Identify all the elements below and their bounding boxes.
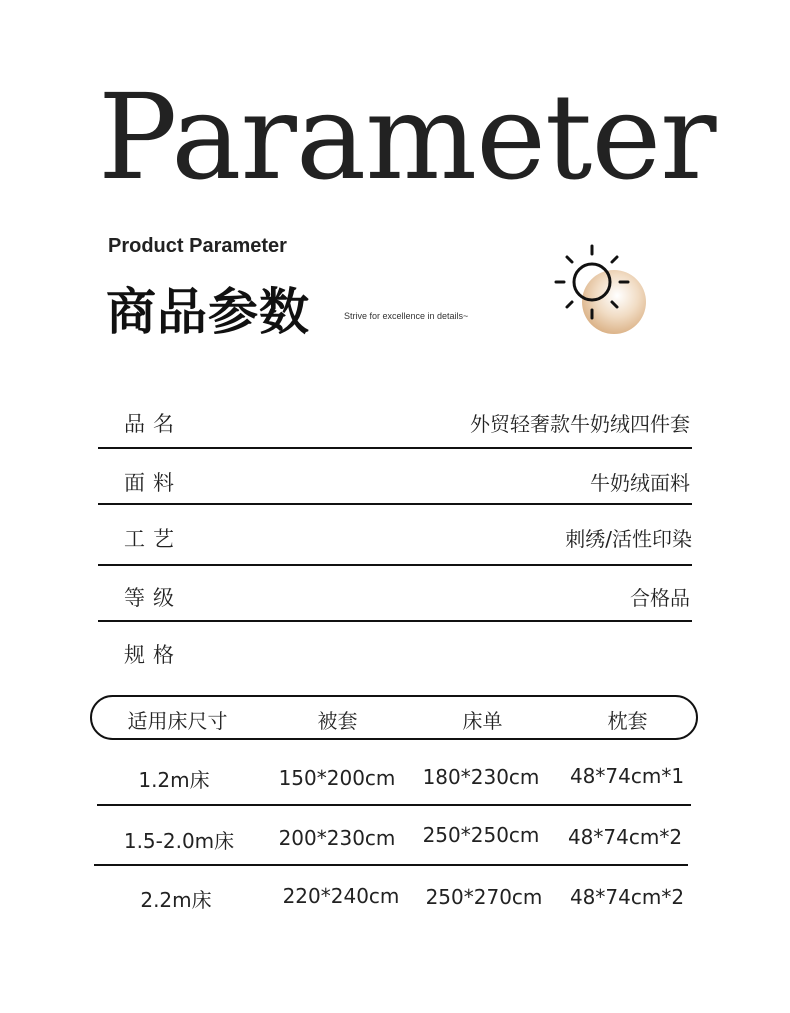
sun-icon (550, 242, 650, 338)
param-value: 合格品 (630, 586, 690, 610)
param-row-craft (98, 511, 692, 565)
table-cell: 1.5-2.0m床 (123, 829, 235, 853)
param-row-fabric (98, 455, 692, 509)
param-row-spec (98, 627, 692, 681)
param-row-name (98, 396, 692, 450)
table-cell: 220*240cm (282, 884, 400, 908)
table-cell: 48*74cm*2 (567, 825, 683, 849)
table-header-cell: 床单 (462, 709, 503, 733)
param-value: 外贸轻奢款牛奶绒四件套 (470, 412, 690, 436)
table-header-cell: 适用床尺寸 (127, 709, 228, 733)
param-label: 面料 (124, 471, 182, 495)
table-cell: 180*230cm (422, 765, 540, 789)
param-label: 品名 (124, 412, 182, 436)
title-en: Parameter (98, 68, 716, 206)
param-row-grade (98, 570, 692, 624)
param-label: 等级 (124, 586, 182, 610)
table-header-cell: 被套 (317, 709, 358, 733)
divider (97, 804, 691, 806)
divider (94, 864, 688, 866)
table-header-cell: 枕套 (607, 709, 648, 733)
table-cell: 1.2m床 (138, 768, 210, 792)
param-value: 牛奶绒面料 (590, 471, 690, 495)
subtitle-en: Product Parameter (108, 235, 287, 257)
page-title: 商品参数 (106, 283, 310, 341)
param-label: 规格 (124, 643, 182, 667)
table-cell: 150*200cm (278, 766, 396, 790)
param-label: 工艺 (124, 527, 182, 551)
divider (98, 503, 692, 505)
divider (98, 620, 692, 622)
table-cell: 250*250cm (422, 823, 540, 847)
table-cell: 200*230cm (278, 826, 396, 850)
divider (98, 564, 692, 566)
table-cell: 48*74cm*1 (569, 764, 685, 788)
table-cell: 2.2m床 (140, 888, 212, 912)
table-cell: 250*270cm (425, 885, 543, 909)
param-value: 刺绣/活性印染 (565, 527, 692, 551)
slogan: Strive for excellence in details~ (344, 311, 469, 321)
table-cell: 48*74cm*2 (569, 885, 685, 909)
divider (98, 447, 692, 449)
